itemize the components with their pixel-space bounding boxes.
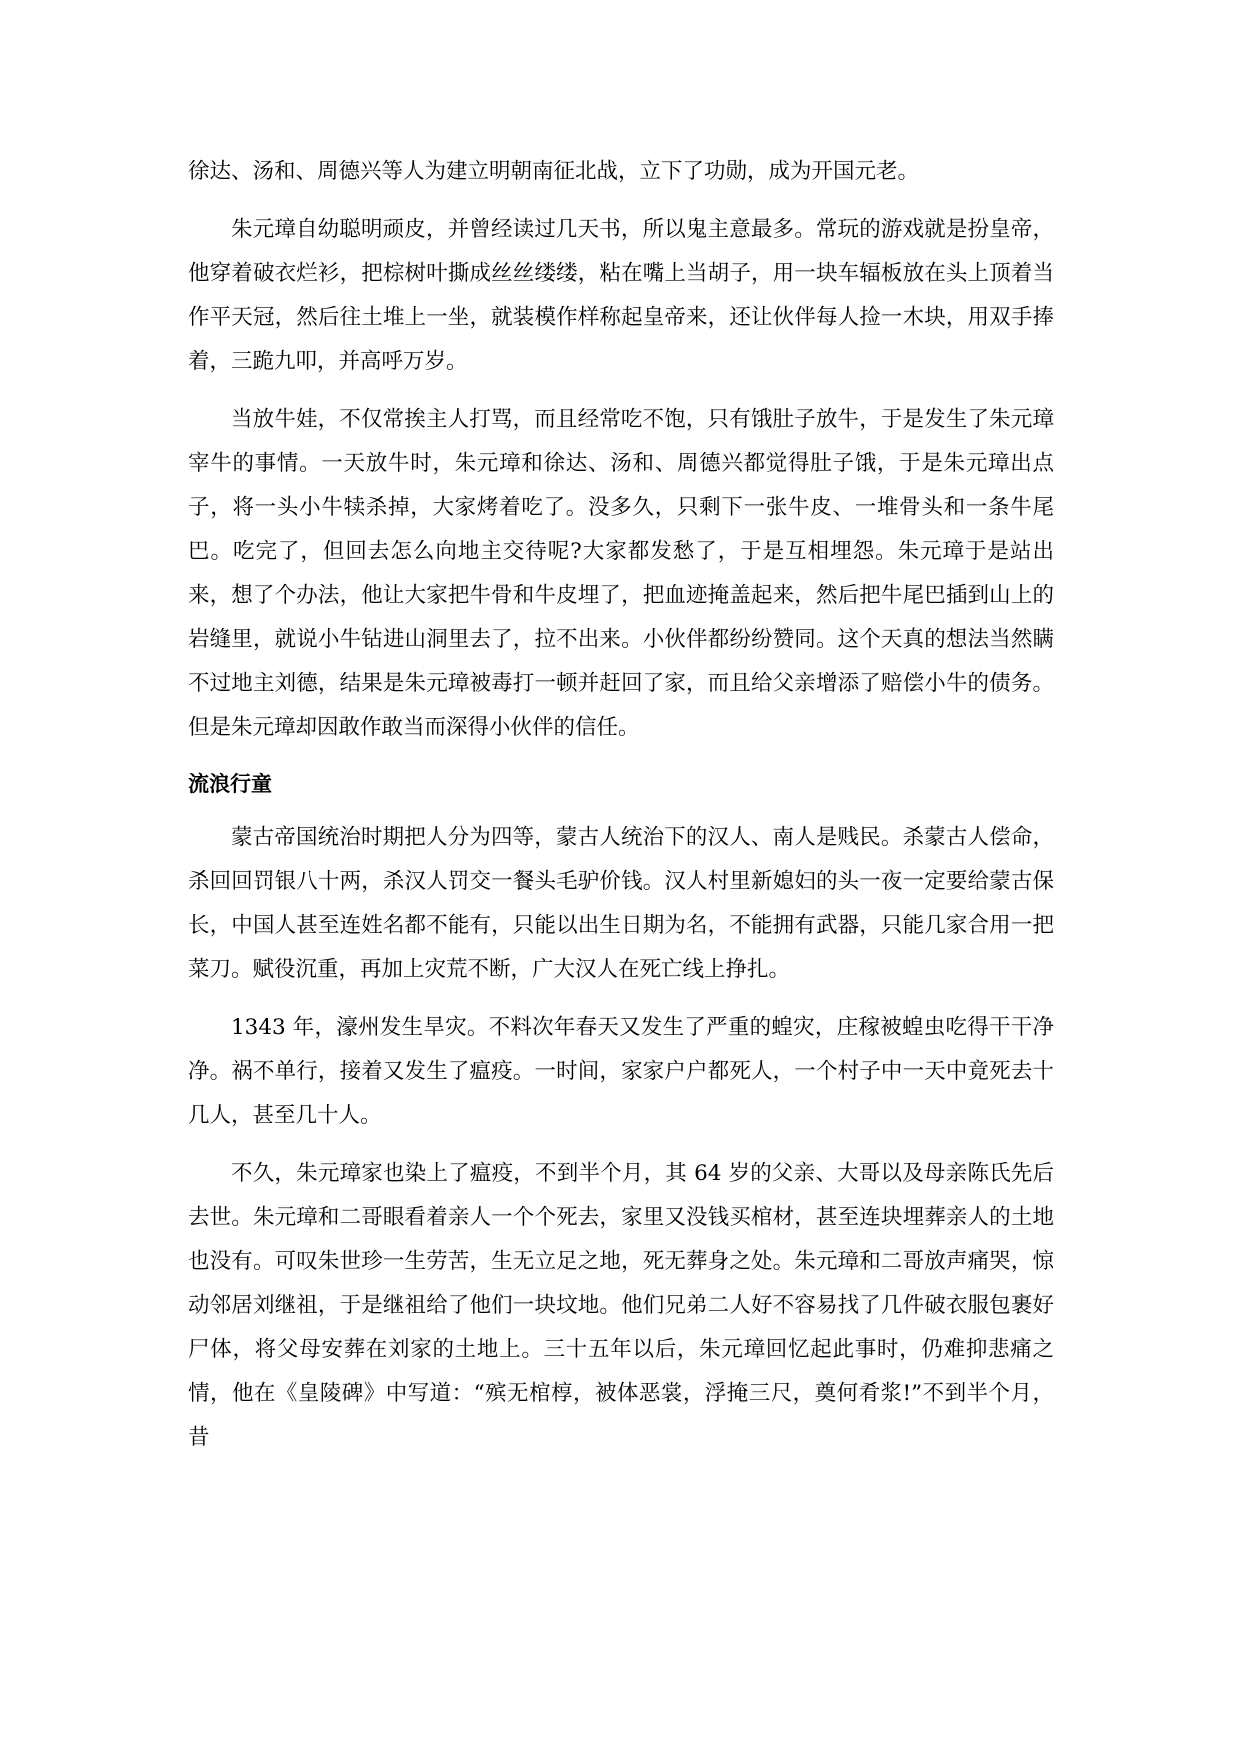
- document-page: [188, 150, 1054, 1474]
- paragraph: 不久，朱元璋家也染上了瘟疫，不到半个月，其 64 岁的父亲、大哥以及母亲陈氏先后去世。朱元璋和二哥眼看着亲人一个个死去，家里又没钱买棺材，甚至连块埋葬亲人的土地也没有。可叹朱世珍一生劳苦，生无立足之地，死无葬身之处。朱元璋和二哥放声痛哭，惊动邻居刘继祖，于是继祖给了他们一块坟地。他们兄弟二人好不容易找了几件破衣服包裹好尸体，将父母安葬在刘家的土地上。三十五年以后，朱元璋回忆起此事时，仍难抑悲痛之情，他在《皇陵碑》中写道：“殡无棺椁，被体恶裳，浮掩三尺，奠何肴浆!”不到半个月，昔: [188, 1161, 1054, 1450]
- section-heading: 流浪行童: [188, 772, 272, 796]
- paragraph: 1343 年，濠州发生旱灾。不料次年春天又发生了严重的蝗灾，庄稼被蝗虫吃得干干净净。祸不单行，接着又发生了瘟疫。一时间，家家户户都死人，一个村子中一天中竟死去十几人，甚至几十人。: [188, 1015, 1054, 1128]
- paragraph: 徐达、汤和、周德兴等人为建立明朝南征北战，立下了功勋，成为开国元老。: [188, 159, 920, 184]
- paragraph: 朱元璋自幼聪明顽皮，并曾经读过几天书，所以鬼主意最多。常玩的游戏就是扮皇帝，他穿着破衣烂衫，把棕树叶撕成丝丝缕缕，粘在嘴上当胡子，用一块车辐板放在头上顶着当作平天冠，然后往土堆上一坐，就装模作样称起皇帝来，还让伙伴每人捡一木块，用双手捧着，三跪九叩，并高呼万岁。: [188, 217, 1054, 374]
- paragraph: 蒙古帝国统治时期把人分为四等，蒙古人统治下的汉人、南人是贱民。杀蒙古人偿命，杀回回罚银八十两，杀汉人罚交一餐头毛驴价钱。汉人村里新媳妇的头一夜一定要给蒙古保长，中国人甚至连姓名都不能有，只能以出生日期为名，不能拥有武器，只能几家合用一把菜刀。赋役沉重，再加上灾荒不断，广大汉人在死亡线上挣扎。: [188, 825, 1054, 982]
- paragraph: 当放牛娃，不仅常挨主人打骂，而且经常吃不饱，只有饿肚子放牛，于是发生了朱元璋宰牛的事情。一天放牛时，朱元璋和徐达、汤和、周德兴都觉得肚子饿，于是朱元璋出点子，将一头小牛犊杀掉，大家烤着吃了。没多久，只剩下一张牛皮、一堆骨头和一条牛尾巴。吃完了，但回去怎么向地主交待呢?大家都发愁了，于是互相埋怨。朱元璋于是站出来，想了个办法，他让大家把牛骨和牛皮埋了，把血迹掩盖起来，然后把牛尾巴插到山上的岩缝里，就说小牛钻进山洞里去了，拉不出来。小伙伴都纷纷赞同。这个天真的想法当然瞒不过地主刘德，结果是朱元璋被毒打一顿并赶回了家，而且给父亲增添了赔偿小牛的债务。但是朱元璋却因敢作敢当而深得小伙伴的信任。: [188, 407, 1054, 740]
